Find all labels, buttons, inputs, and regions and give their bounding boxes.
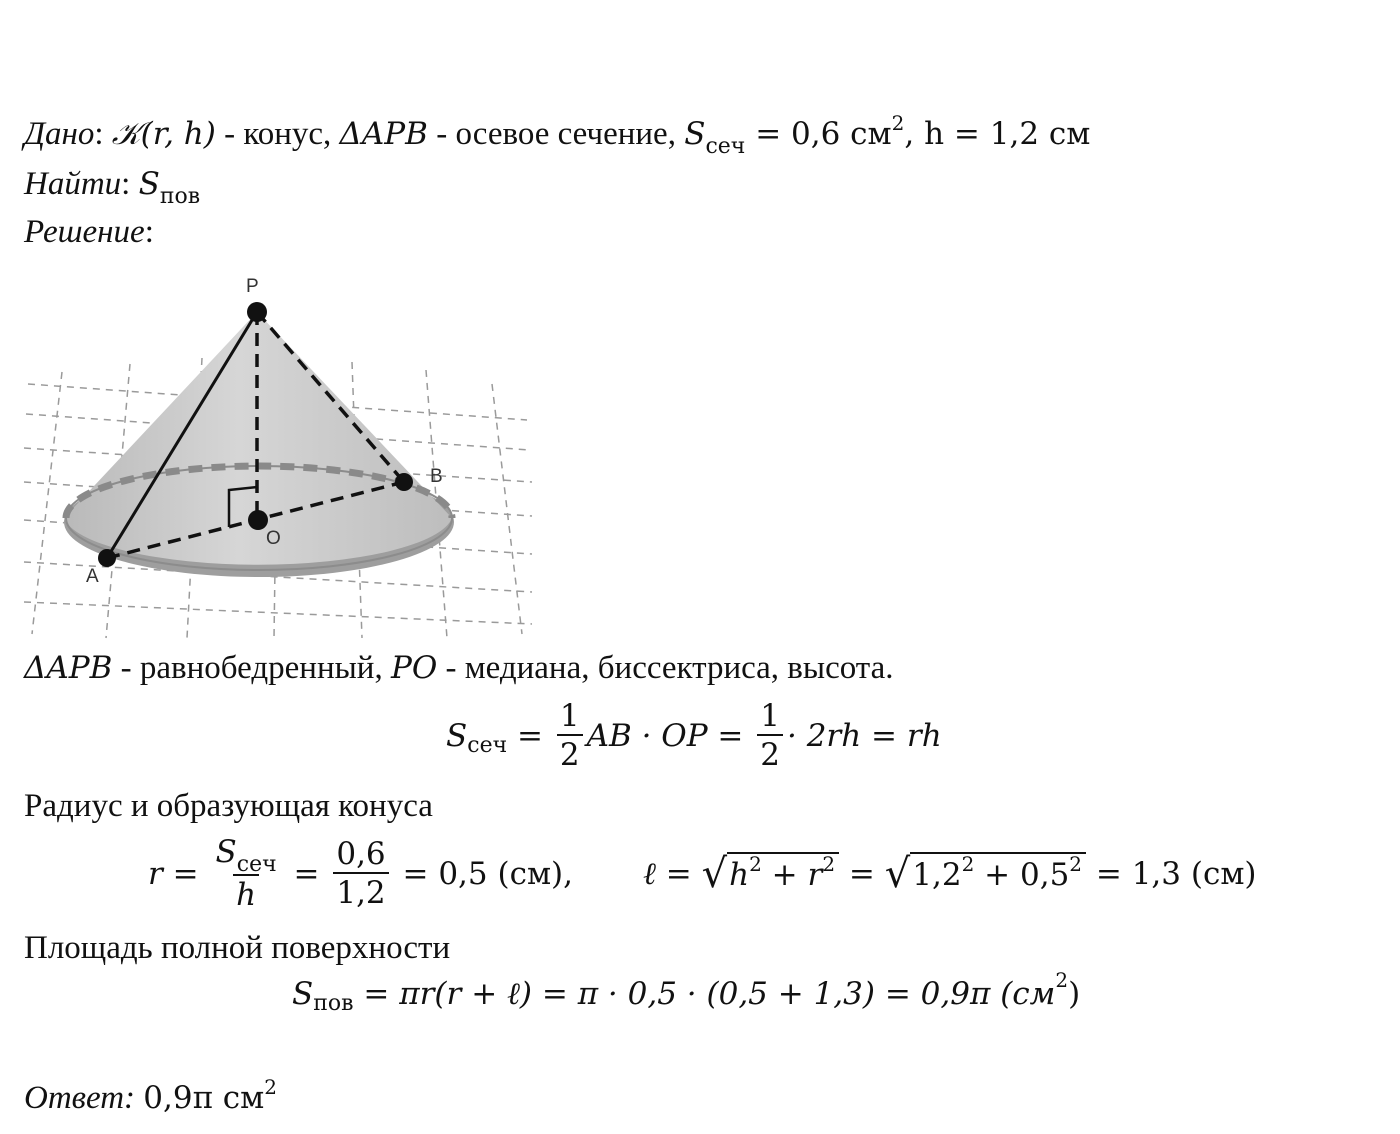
f1-mid: AB · OP = [586,718,754,754]
solution-label: Решение [24,214,145,250]
section-area-letter: S [684,116,706,152]
f2-eq: = [283,856,330,892]
f2-sqrt-1: √ $h^2 + r^2$ [702,852,839,897]
section-area-sub: сеч [705,134,746,159]
f2-generatrix-result: = 1,3 (см) [1086,856,1257,892]
f3-sup: 2 [1055,968,1069,992]
statement-text-1: - равнобедренный, [112,650,391,686]
section-area-value: = 0,6 см [745,116,892,152]
f3-body: = πr(r + ℓ) = π · 0,5 · (0,5 + 1,3) = 0,9π (см [353,976,1056,1012]
answer-line [24,1075,278,1121]
f2-eq2: = [839,856,885,892]
point-a [98,549,116,567]
f1-frac-2: $\frac{1}{2}$ [757,698,783,774]
f3-sub: пов [313,990,354,1016]
f2-frac-values: $\frac{0,6}{1,2}$ [333,836,388,912]
cone-symbol: 𝒦(r, h) [111,116,216,152]
f2-frac-s-h: $\frac{S_{сеч}}{h}$ [215,834,277,913]
solution-line: Решение: [24,214,154,250]
given-line: Дано: 𝒦(r, h) - конус, ΔAPB - осевое сечение, $S_{сеч} = 0,6$ $см^2$, h = 1,2 см [24,111,1091,159]
answer-value: 0,9π см [143,1080,265,1116]
formula-radius-generatrix [148,834,1257,914]
po-symbol: PO [390,650,438,686]
f1-s: S [446,718,468,754]
given-label: Дано [24,116,95,152]
triangle-symbol: ΔAPB [24,650,113,686]
find-line: Найти: $S_{пов}$ [24,166,201,209]
section-area-sup: 2 [891,111,905,135]
section-symbol: ΔAPB [339,116,428,152]
formula-total-area [292,968,1081,1016]
cone-figure [22,272,537,640]
f1-end: · 2rh = rh [786,718,942,754]
formula-section-area [446,698,942,774]
f1-sub: сеч [467,732,508,758]
f2-sqrt-2: √ $1,2^2 + 0,5^2$ [885,852,1086,897]
radius-heading: Радиус и образующая конуса [24,788,433,824]
label-a: A [86,566,99,587]
find-s-letter: S [138,166,160,202]
find-label: Найти [24,166,122,202]
f1-eq: = [507,718,553,754]
f1-frac-1: $\frac{1}{2}$ [557,698,583,774]
section-text: - осевое сечение, [427,116,685,152]
statement-line [24,648,894,688]
f3-s: S [292,976,314,1012]
label-p: P [246,276,259,297]
height-value: , h = 1,2 см [904,116,1091,152]
f3-close: ) [1068,976,1081,1012]
point-o [248,510,268,530]
f2-r: r = [148,856,209,892]
label-b: B [430,466,443,487]
answer-sup: 2 [264,1075,278,1099]
answer-label: Ответ: [24,1080,136,1116]
f2-l: ℓ = [643,856,702,892]
point-p [247,302,267,322]
cone-text: - конус, [215,116,340,152]
statement-text-2: - медиана, биссектриса, высота. [437,650,894,686]
find-s-sub: пов [159,184,201,209]
area-heading: Площадь полной поверхности [24,930,451,966]
point-b [395,473,413,491]
label-o: O [266,528,281,549]
f2-radius-result: = 0,5 (см), [392,856,574,892]
